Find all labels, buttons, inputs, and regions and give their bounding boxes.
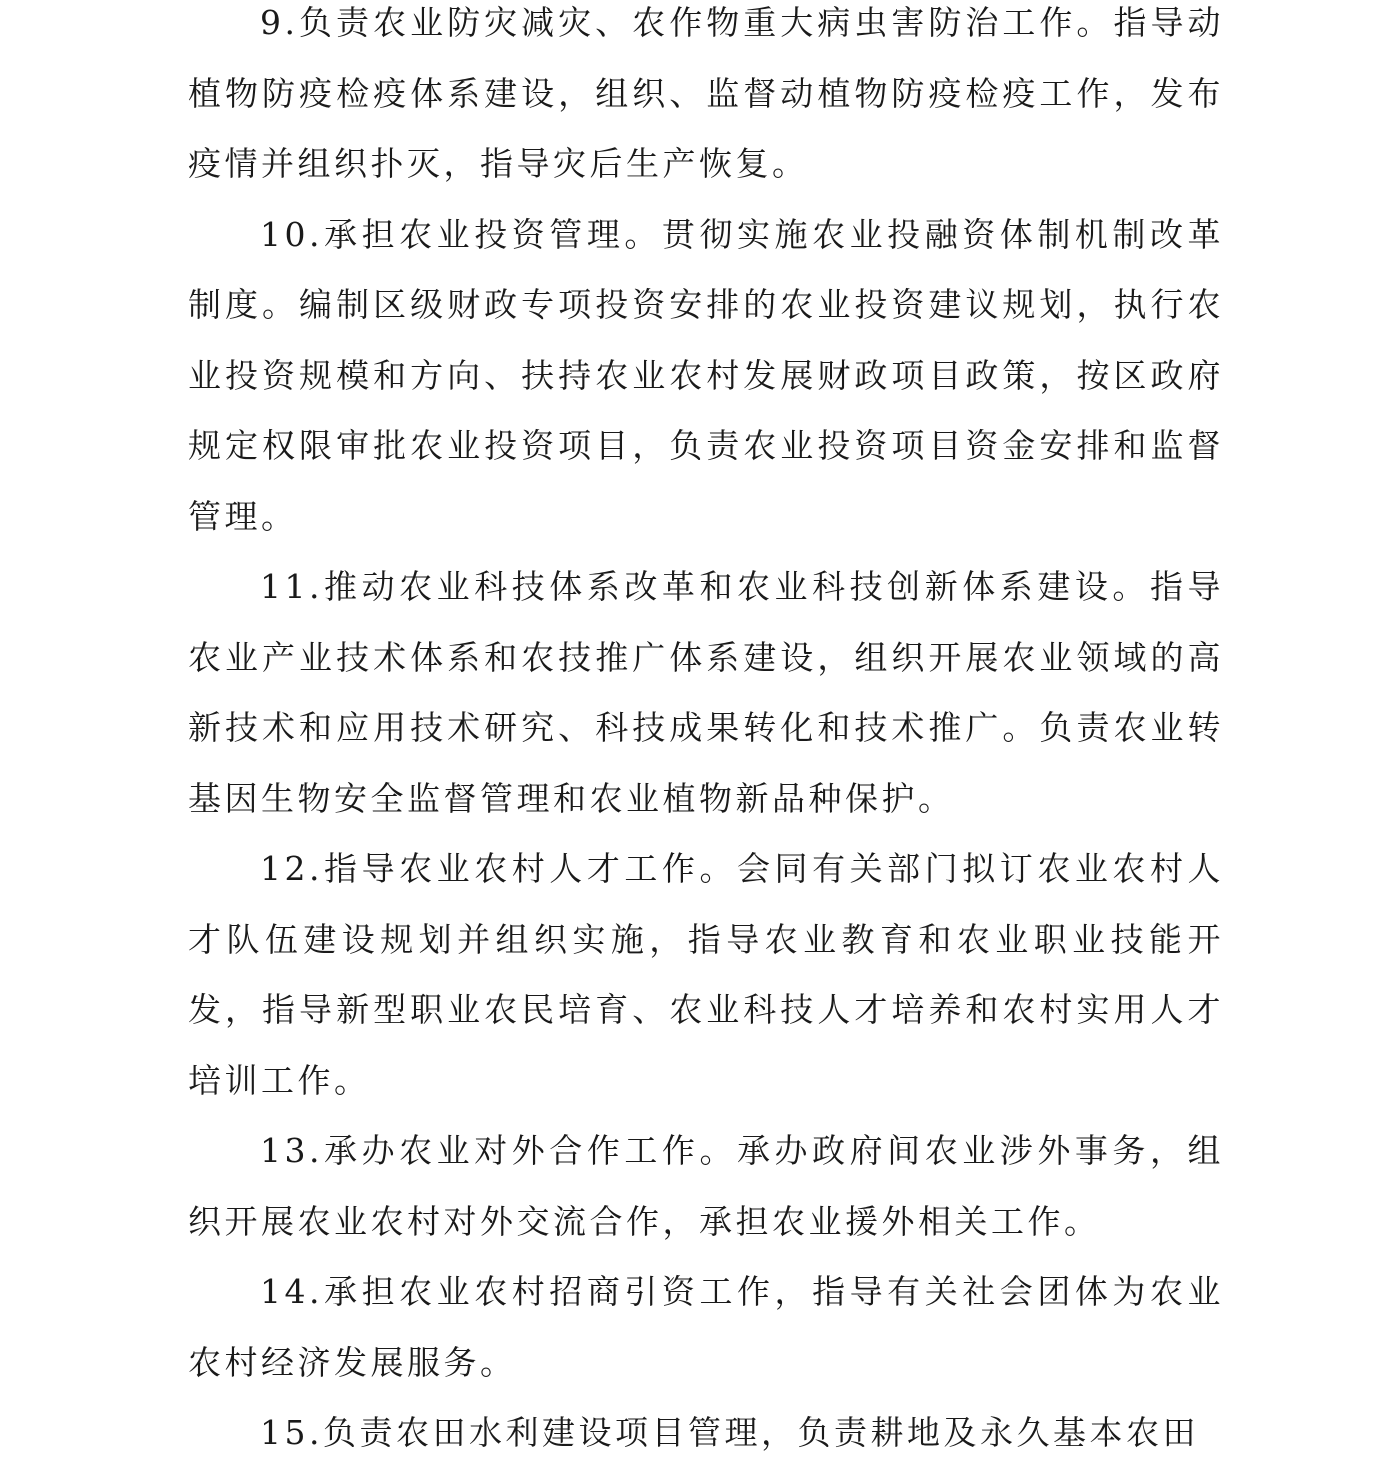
paragraph-item-12: 12.指导农业农村人才工作。会同有关部门拟订农业农村人才队伍建设规划并组织实施，指导农业教育和农业职业技能开发，指导新型职业农民培育、农业科技人才培养和农村实用人才培训工作。 — [188, 849, 1224, 1100]
document-page — [188, 0, 1224, 1469]
paragraph-item-14: 14.承担农业农村招商引资工作，指导有关社会团体为农业农村经济发展服务。 — [188, 1272, 1224, 1382]
paragraph-item-9: 9.负责农业防灾减灾、农作物重大病虫害防治工作。指导动植物防疫检疫体系建设，组织、监督动植物防疫检疫工作，发布疫情并组织扑灭，指导灾后生产恢复。 — [188, 3, 1224, 183]
paragraph-item-11: 11.推动农业科技体系改革和农业科技创新体系建设。指导农业产业技术体系和农技推广体系建设，组织开展农业领域的高新技术和应用技术研究、科技成果转化和技术推广。负责农业转基因生物安全监督管理和农业植物新品种保护。 — [188, 567, 1224, 818]
paragraph-item-15: 15.负责农田水利建设项目管理，负责耕地及永久基本农田 — [260, 1413, 1199, 1452]
paragraph-item-10: 10.承担农业投资管理。贯彻实施农业投融资体制机制改革制度。编制区级财政专项投资安排的农业投资建议规划，执行农业投资规模和方向、扶持农业农村发展财政项目政策，按区政府规定权限审批农业投资项目，负责农业投资项目资金安排和监督管理。 — [188, 214, 1224, 536]
paragraph-item-13: 13.承办农业对外合作工作。承办政府间农业涉外事务，组织开展农业农村对外交流合作，承担农业援外相关工作。 — [188, 1131, 1224, 1241]
